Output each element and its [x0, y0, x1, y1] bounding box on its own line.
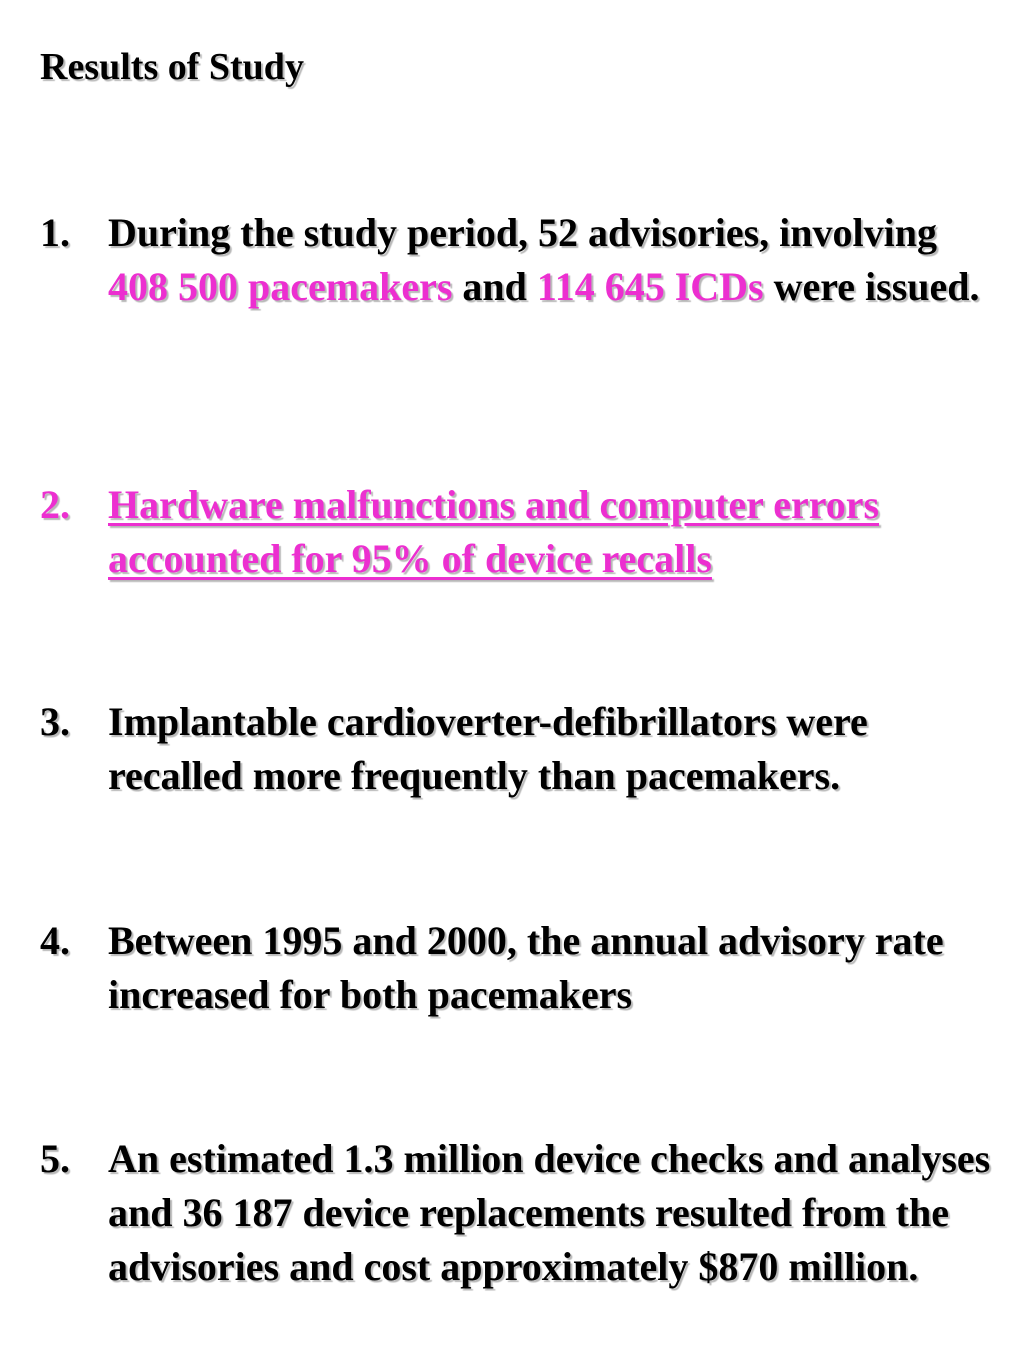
- list-item-4: [40, 914, 1002, 1022]
- list-item-number: 2.: [40, 482, 70, 527]
- list-item-2: [40, 478, 1002, 586]
- page-title: Results of Study: [40, 46, 304, 88]
- list-item-number: 5.: [40, 1136, 70, 1181]
- list-item-text: Between 1995 and 2000, the annual advisory rate increased for both pacemakers: [108, 918, 944, 1017]
- list-item-5: [40, 1132, 1002, 1294]
- list-item-text: [108, 206, 1002, 314]
- list-item-number: 4.: [40, 918, 70, 963]
- list-item-text-highlighted: Hardware malfunctions and computer errors accounted for 95% of device recalls: [108, 482, 880, 581]
- list-item-text: An estimated 1.3 million device checks and analyses and 36 187 device replacements resulted from the advisories and cost approximately $870 million.: [108, 1136, 991, 1289]
- item-1-text-and: and: [452, 264, 537, 309]
- pacemakers-count-highlight: 408 500 pacemakers: [108, 264, 453, 309]
- list-item-text: Implantable cardioverter-defibrillators were recalled more frequently than pacemakers.: [108, 699, 868, 798]
- item-1-text-start: During the study period, 52 advisories, involving: [108, 210, 938, 255]
- list-item-3: [40, 695, 1002, 803]
- item-1-text-end: were issued.: [763, 264, 980, 309]
- list-item-number: 1.: [40, 210, 70, 255]
- list-item-1: [40, 206, 1002, 314]
- icds-count-highlight: 114 645 ICDs: [536, 264, 764, 309]
- list-item-number: 3.: [40, 699, 70, 744]
